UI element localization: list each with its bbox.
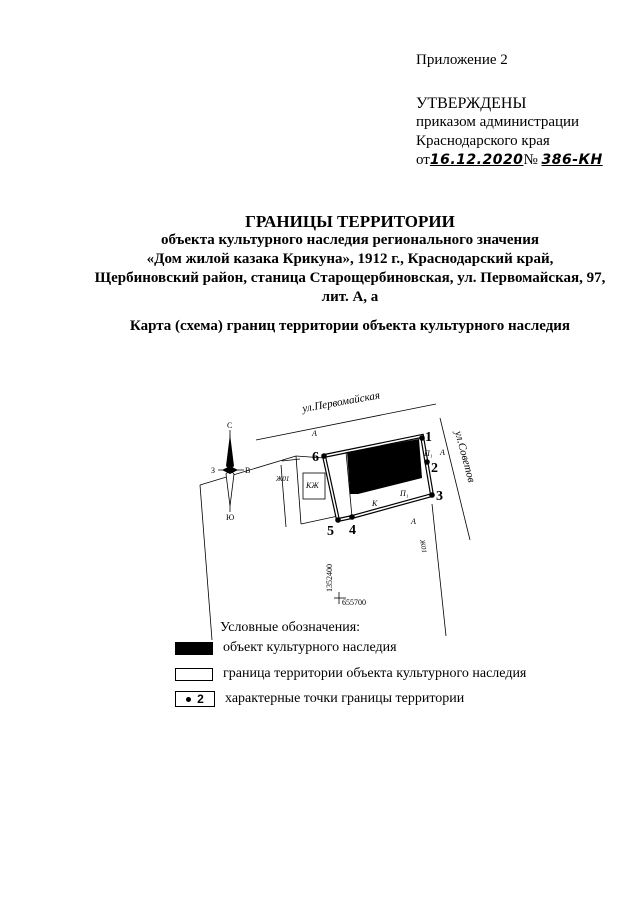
approved-line-2: приказом администрации (416, 114, 580, 130)
point-label-6: 6 (312, 450, 319, 465)
title-line-5: лит. А, а (321, 289, 379, 305)
context-line-north (296, 456, 324, 458)
label-p1: П₁ (424, 449, 433, 458)
point-6-dot (321, 453, 327, 459)
handwritten-number: 386-КН (541, 152, 603, 168)
context-line-kzh (296, 456, 301, 524)
number-prefix: № (523, 152, 538, 168)
compass-center (222, 466, 238, 474)
legend-point-number: 2 (197, 692, 204, 706)
point-2-dot (424, 459, 430, 465)
context-line-east (432, 504, 446, 636)
legend-swatch-heritage (175, 642, 213, 655)
title-line-4: Щербиновский район, станица Старощербиновская, ул. Первомайская, 97, (94, 270, 606, 286)
legend-label-heritage: объект культурного наследия (223, 640, 397, 655)
legend-label-points: характерные точки границы территории (225, 691, 465, 706)
handwritten-date: 16.12.2020 (429, 152, 524, 168)
compass-e: В (245, 466, 251, 475)
title-line-1: ГРАНИЦЫ ТЕРРИТОРИИ (245, 212, 455, 231)
legend-swatch-points (175, 691, 215, 707)
legend-item-boundary (175, 665, 526, 683)
point-label-5: 5 (327, 524, 334, 539)
title-line-3: «Дом жилой казака Крикуна», 1912 г., Краснодарский край, (146, 251, 554, 267)
point-label-3: 3 (436, 489, 443, 504)
legend-item-heritage (175, 639, 397, 657)
compass-north-arrow (226, 434, 234, 470)
legend-title: Условные обозначения: (220, 620, 361, 635)
coord-y-label: 1352400 (325, 564, 334, 592)
compass-n: С (227, 421, 233, 430)
coord-x-label: 655700 (342, 598, 366, 607)
map-title: Карта (схема) границ территории объекта культурного наследия (129, 318, 571, 334)
legend-point-dot (186, 697, 191, 702)
point-label-4: 4 (349, 523, 356, 538)
legend-swatch-boundary (175, 668, 213, 681)
context-line-south (301, 516, 338, 524)
label-a3: А (411, 517, 416, 526)
context-line-west (200, 485, 212, 640)
label-k: К (372, 499, 378, 508)
label-n2: Ж01 (418, 538, 429, 554)
coordinate-cross (325, 564, 366, 607)
label-n1: Ж01 (276, 475, 290, 483)
from-prefix: от (416, 152, 430, 168)
point-4-dot (349, 514, 355, 520)
compass-s: Ю (226, 513, 235, 522)
label-a2: А (440, 448, 445, 457)
point-3-dot (429, 492, 435, 498)
approved-line-3: Краснодарского края (416, 133, 550, 149)
compass-south-arrow (226, 470, 234, 506)
point-1-dot (419, 435, 425, 441)
label-kzh: КЖ (306, 481, 319, 490)
street-north-label: ул.Первомайская (301, 389, 381, 415)
compass-w: З (211, 466, 216, 475)
legend-label-boundary: граница территории объекта культурного наследия (223, 666, 527, 681)
legend-item-points (175, 690, 464, 708)
street-edge (256, 404, 436, 440)
approved-title: УТВЕРЖДЕНЫ (416, 95, 527, 112)
point-label-1: 1 (425, 430, 432, 445)
label-a1: А (312, 429, 317, 438)
label-p1b: П₁ (400, 489, 409, 498)
point-5-dot (335, 517, 341, 523)
compass-rose (211, 421, 250, 522)
street-east-label: ул.Советов (452, 429, 478, 484)
title-line-2: объекта культурного наследия регионального значения (161, 232, 539, 248)
point-label-2: 2 (431, 461, 438, 476)
attachment-label: Приложение 2 (416, 52, 508, 68)
